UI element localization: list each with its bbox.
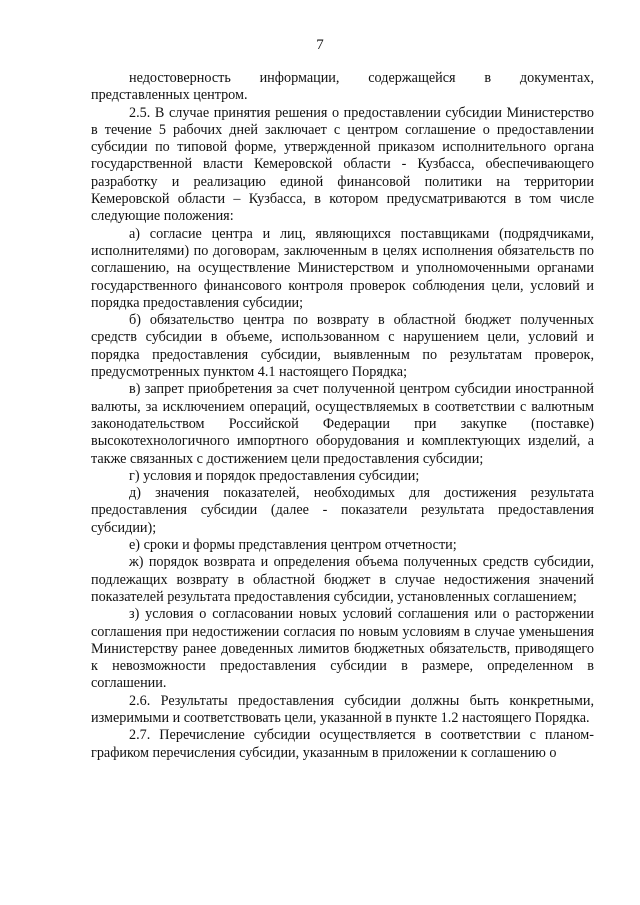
list-item-z: з) условия о согласовании новых условий соглашения или о расторжении соглашения при недостижении согласия по новым условиям в случае уменьшения Министерству ранее доведенных лимитов бюджетных обязательств, приводящего к невозможности предоставления субсидии в размере, определенном в соглашении. (91, 606, 594, 692)
paragraph-2-6: 2.6. Результаты предоставления субсидии должны быть конкретными, измеримыми и соответствовать цели, указанной в пункте 1.2 настоящего Порядка. (91, 692, 594, 726)
page-number: 7 (316, 37, 324, 53)
paragraph-2-5: 2.5. В случае принятия решения о предоставлении субсидии Министерство в течение 5 рабочих дней заключает с центром соглашение о предоставлении субсидии по типовой форме, утвержденной приказом исполнительного органа государственной власти Кемеровской области - Кузбасса, обеспечивающего разработку и реализацию единой финансовой политики на территории Кемеровской области – Кузбасса, в котором предусматриваются в том числе следующие положения: (91, 104, 594, 225)
list-item-e: е) сроки и формы представления центром отчетности; (129, 537, 457, 554)
list-item-g: г) условия и порядок предоставления субсидии; (129, 467, 420, 484)
list-item-d: д) значения показателей, необходимых для достижения результата предоставления субсидии (далее - показатели результата предоставления субсидии); (91, 485, 594, 536)
paragraph-2-7: 2.7. Перечисление субсидии осуществляется в соответствии с планом-графиком перечисления субсидии, указанным в приложении к соглашению о (91, 727, 594, 761)
list-item-b: б) обязательство центра по возврату в областной бюджет полученных средств субсидии в объеме, использованном с нарушением цели, условий и порядка предоставления субсидии, выявленным по результатам проверок, предусмотренных пунктом 4.1 настоящего Порядка; (91, 312, 594, 381)
document-body (91, 70, 594, 762)
list-item-v: в) запрет приобретения за счет полученной центром субсидии иностранной валюты, за исключением операций, осуществляемых в соответствии с валютным законодательством Российской Федерации при закупке (поставке) высокотехнологичного импортного оборудования и комплектующих изделий, а также связанных с достижением цели предоставления субсидии; (91, 381, 594, 467)
paragraph-continuation: недостоверность информации, содержащейся в документах, представленных центром. (91, 70, 594, 104)
list-item-a: а) согласие центра и лиц, являющихся поставщиками (подрядчиками, исполнителями) по договорам, заключенным в целях исполнения обязательств по соглашению, на осуществление Министерством и уполномоченными органами государственного финансового контроля проверок соблюдения цели, условий и порядка предоставления субсидии; (91, 225, 594, 311)
list-item-zh: ж) порядок возврата и определения объема полученных средств субсидии, подлежащих возврату в областной бюджет в случае недостижения значений показателей результата предоставления субсидии, установленных соглашением; (91, 554, 594, 605)
